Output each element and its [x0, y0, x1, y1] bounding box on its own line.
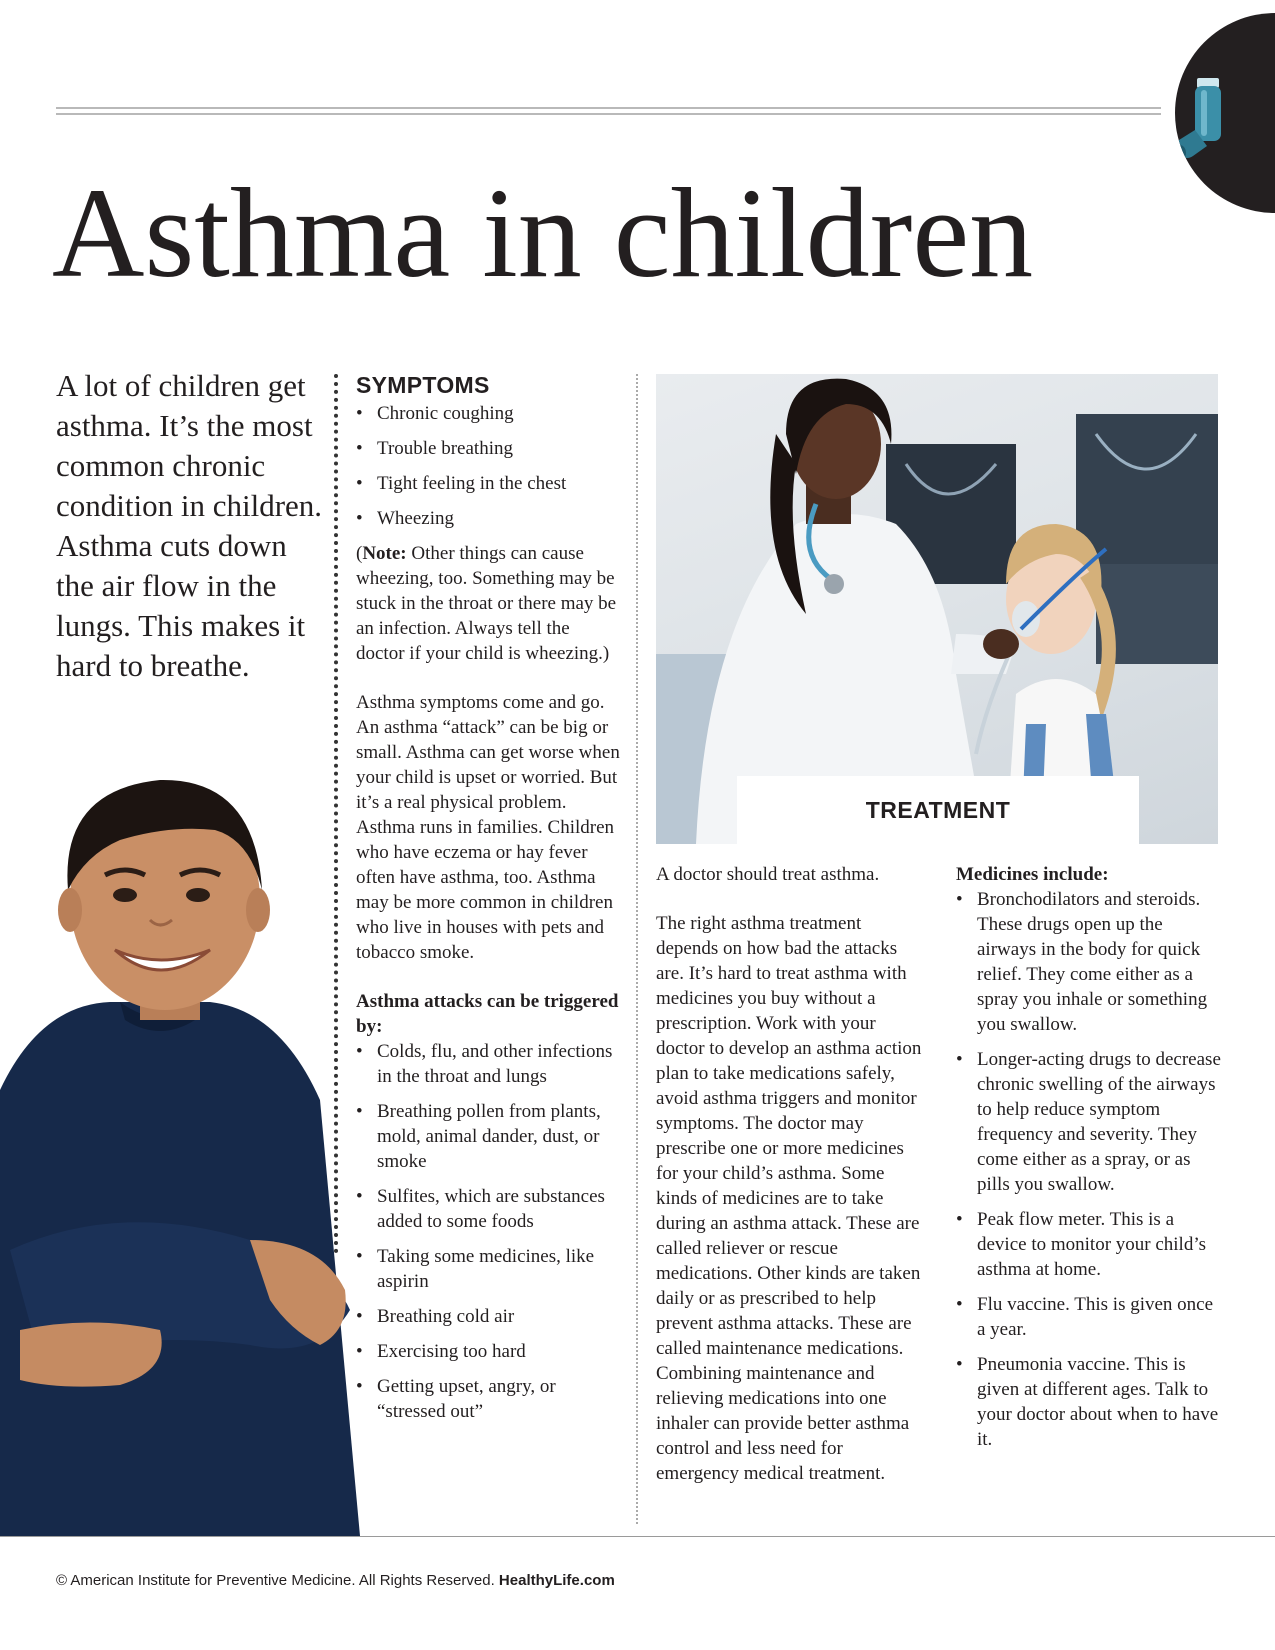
intro-text: A lot of children get asthma. It’s the most common chronic condition in children. Asthma cuts down the air flow in the lungs. This makes it hard to breathe. — [56, 368, 323, 683]
symptoms-heading: SYMPTOMS — [356, 372, 490, 398]
symptoms-list — [356, 401, 621, 531]
footer-rule — [0, 1536, 1275, 1537]
boy-photo — [0, 770, 360, 1536]
list-item: • Breathing cold air — [356, 1306, 515, 1327]
footer-site-link[interactable]: HealthyLife.com — [498, 1572, 615, 1589]
medicines-list — [956, 887, 1226, 1452]
header-rule — [56, 107, 1161, 109]
symptoms-paragraph: Asthma symptoms come and go. An asthma “attack” can be big or small. Asthma can get worse when your child is upset or worried. But it’s a real physical problem. Asthma runs in families. Children who have eczema or hay fever often have asthma, too. Asthma may be more common in children who live in houses with pets and tobacco smoke. — [356, 692, 620, 963]
inhaler-icon — [1175, 68, 1247, 168]
list-item: • Trouble breathing — [356, 438, 513, 459]
list-item: • Getting upset, angry, or “stressed out” — [356, 1376, 556, 1422]
list-item: • Wheezing — [356, 508, 455, 529]
footer — [56, 1572, 615, 1589]
symptoms-note: (Note: Other things can cause wheezing, too. Something may be stuck in the throat or there may be an infection. Always tell the doctor if your child is wheezing.) — [356, 543, 617, 664]
list-item: • Pneumonia vaccine. This is given at different ages. Talk to your doctor about when to have it. — [956, 1354, 1219, 1450]
treatment-heading: TREATMENT — [865, 797, 1011, 823]
footer-copyright: © American Institute for Preventive Medicine. All Rights Reserved. — [56, 1572, 495, 1589]
list-item: • Taking some medicines, like aspirin — [356, 1246, 595, 1292]
list-item: • Bronchodilators and steroids. These drugs open up the airways in the body for quick relief. They come either as a spray you inhale or something you swallow. — [956, 889, 1208, 1035]
doctor-child-photo — [656, 374, 1218, 844]
symptoms-column — [356, 372, 621, 1434]
treatment-label-box — [737, 776, 1139, 844]
header-rule-secondary — [56, 113, 1161, 115]
corner-badge — [1175, 13, 1275, 213]
list-item: • Peak flow meter. This is a device to monitor your child’s asthma at home. — [956, 1209, 1207, 1280]
list-item: • Colds, flu, and other infections in the throat and lungs — [356, 1041, 613, 1087]
treatment-paragraph: The right asthma treatment depends on how bad the attacks are. It’s hard to treat asthma with medicines you buy without a prescription. Work with your doctor to develop an asthma action plan to take medications safely, avoid asthma triggers and monitor symptoms. The doctor may prescribe one or more medicines for your child’s asthma. Some kinds of medicines are to take during an asthma attack. These are called reliever or rescue medications. Other kinds are taken daily or as prescribed to help prevent asthma attacks. These are called maintenance medications. Combining maintenance and relieving medications into one inhaler can provide better asthma control and less need for emergency medical treatment. — [656, 913, 922, 1484]
list-item: • Chronic coughing — [356, 403, 514, 424]
treatment-lead: A doctor should treat asthma. — [656, 864, 880, 885]
medicines-heading: Medicines include: — [956, 864, 1109, 885]
page-title: Asthma in children — [52, 162, 1034, 304]
list-item: • Exercising too hard — [356, 1341, 526, 1362]
triggers-heading: Asthma attacks can be triggered by: — [356, 991, 619, 1037]
medicines-column — [956, 862, 1226, 1462]
list-item: • Breathing pollen from plants, mold, animal dander, dust, or smoke — [356, 1101, 601, 1172]
list-item: • Sulfites, which are substances added to some foods — [356, 1186, 605, 1232]
treatment-column — [656, 862, 926, 1486]
list-item: • Flu vaccine. This is given once a year. — [956, 1294, 1214, 1340]
list-item: • Tight feeling in the chest — [356, 473, 567, 494]
triggers-list — [356, 1039, 621, 1424]
column-divider-light — [636, 374, 638, 1524]
list-item: • Longer-acting drugs to decrease chronic swelling of the airways to help reduce symptom frequency and severity. They come either as a spray, or as pills you swallow. — [956, 1049, 1221, 1195]
